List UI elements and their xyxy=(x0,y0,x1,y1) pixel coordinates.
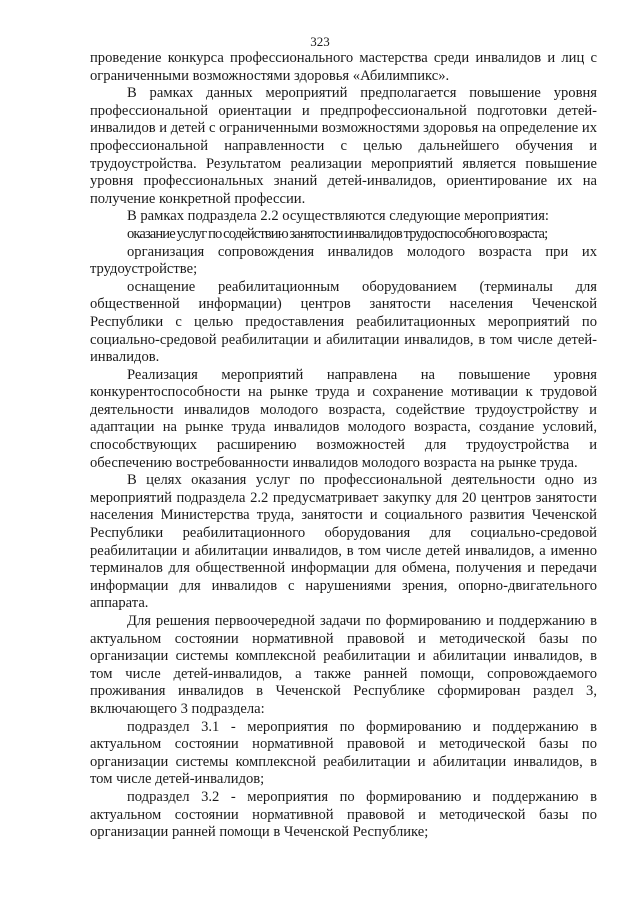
paragraph-employment-support: организация сопровождения инвалидов молодого возраста при их трудоустройстве; xyxy=(90,243,597,278)
document-body xyxy=(90,50,597,842)
paragraph-subsection-3-1: подраздел 3.1 - мероприятия по формированию и поддержанию в актуальном состоянии нормативной правовой и методической базы по организации системы комплексной реабилитации и абилитации инвалидов, в том числе детей-инвалидов; xyxy=(90,718,597,788)
paragraph-section-3-intro: Для решения первоочередной задачи по формированию и поддержанию в актуальном состоянии нормативной правовой и методической базы по организации системы комплексной реабилитации и абилитации инвалидов, в том числе детей-инвалидов, а также ранней помощи, сопровождаемого проживания инвалидов в Чеченской Республике сформирован раздел 3, включающего 3 подраздела: xyxy=(90,613,597,717)
paragraph-abilympics: проведение конкурса профессионального мастерства среди инвалидов и лиц с ограниченными возможностями здоровья «Абилимпикс». xyxy=(90,50,597,84)
paragraph-rehab-equipment: оснащение реабилитационным оборудованием (терминалы для общественной информации) центров занятости населения Чеченской Республики с целью предоставления реабилитационных мероприятий по социально-средовой реабилитации и абилитации инвалидов, в том числе детей-инвалидов. xyxy=(90,278,597,366)
paragraph-subsection-3-2: подраздел 3.2 - мероприятия по формированию и поддержанию в актуальном состоянии нормативной правовой и методической базы по организации ранней помощи в Чеченской Республике; xyxy=(90,788,597,841)
paragraph-terminal-procurement: В целях оказания услуг по профессиональной деятельности одно из мероприятий подраздела 2.2 предусматривает закупку для 20 центров занятости населения Министерства труда, занятости и социального развития Чеченской Республики реабилитационного оборудования для социально-средовой реабилитации и абилитации инвалидов, в том числе детей инвалидов, а именно терминалов для общественной информации для обмена, получения и передачи информации для инвалидов с нарушениями зрения, опорно-двигательного аппарата. xyxy=(90,472,597,612)
paragraph-subsection-2-2-intro: В рамках подраздела 2.2 осуществляются следующие мероприятия: xyxy=(127,208,549,225)
page-number: 323 xyxy=(310,34,330,49)
paragraph-competitiveness: Реализация мероприятий направлена на повышение уровня конкурентоспособности на рынке труда и сохранение мотивации к трудовой деятельности инвалидов молодого возраста, содействие трудоустройству и адаптации на рынке труда инвалидов молодого возраста, создание условий, способствующих расширению возможностей для трудоустройства и обеспечению востребованности инвалидов молодого возраста на рынке труда. xyxy=(90,366,597,471)
paragraph-employment-services: оказание услуг по содействию занятости инвалидов трудоспособного возраста; xyxy=(127,225,548,242)
paragraph-professional-orientation: В рамках данных мероприятий предполагается повышение уровня профессиональной ориентации и предпрофессиональной подготовки детей-инвалидов и детей с ограниченными возможностями здоровья на определение их профессиональной направленности с целью дальнейшего обучения и трудоустройства. Результатом реализации мероприятий является повышение уровня профессиональных знаний детей-инвалидов, ориентирование их на получение конкретной профессии. xyxy=(90,85,597,207)
